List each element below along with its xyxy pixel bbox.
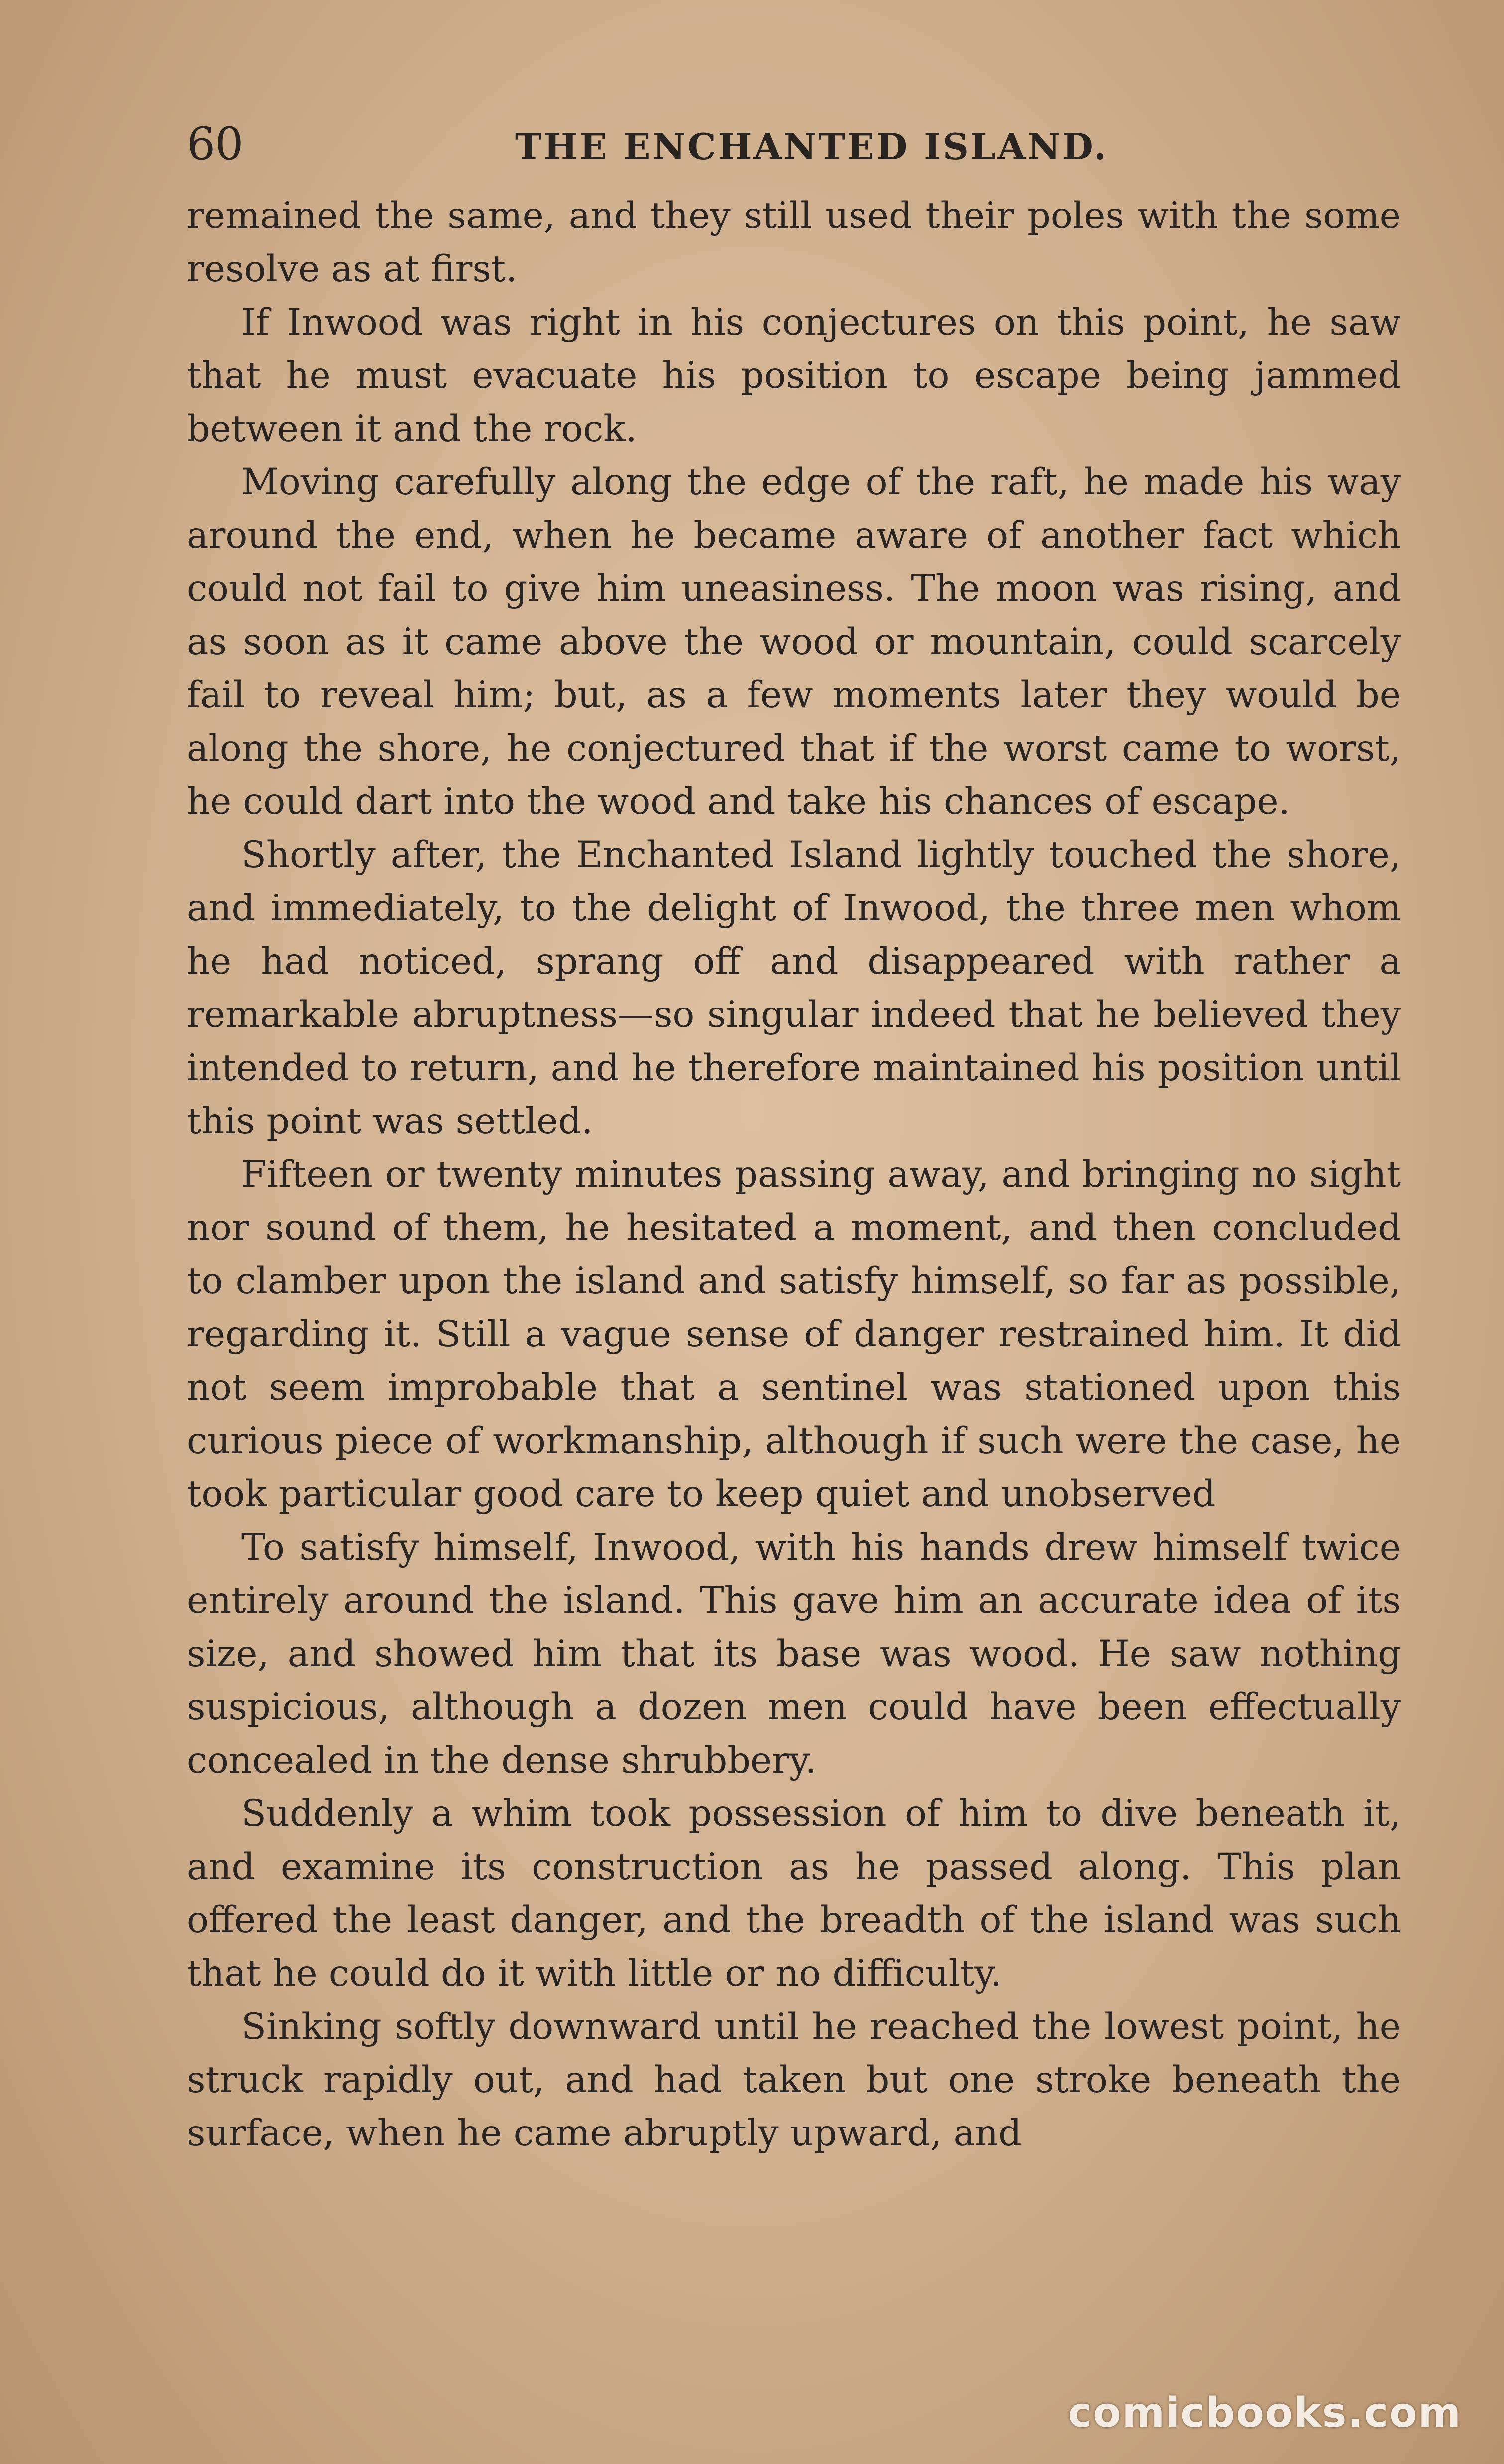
paragraph: Shortly after, the Enchanted Island lightly touched the shore, and immediately, to the delight of Inwood, the three men whom he had noticed, sprang off and disappeared with rather a remarkable abruptness—so singular indeed that he believed they intended to return, and he therefore maintained his position until this point was settled. <box>187 834 1401 1142</box>
paragraph: Fifteen or twenty minutes passing away, and bringing no sight nor sound of them, he hesitated a moment, and then concluded to clamber upon the island and satisfy himself, so far as possible, regarding it. Still a vague sense of danger restrained him. It did not seem improbable that a sentinel was stationed upon this curious piece of workmanship, although if such were the case, he took particular good care to keep quiet and unobserved <box>187 1153 1401 1515</box>
running-title: THE ENCHANTED ISLAND. <box>515 125 1109 168</box>
paragraph: If Inwood was right in his conjectures on this point, he saw that he must evacuate his position to escape being jammed between it and the rock. <box>187 301 1401 450</box>
paragraph: remained the same, and they still used their poles with the some resolve as at first. <box>187 195 1401 290</box>
page-header <box>187 114 1406 174</box>
paragraph: Moving carefully along the edge of the raft, he made his way around the end, when he became aware of another fact which could not fail to give him uneasiness. The moon was rising, and as soon as it came above the wood or mountain, could scarcely fail to reveal him; but, as a few moments later they would be along the shore, he conjectured that if the worst came to worst, he could dart into the wood and take his chances of escape. <box>187 461 1401 823</box>
body-text <box>187 189 1401 2160</box>
paragraph: Suddenly a whim took possession of him to dive beneath it, and examine its construction as he passed along. This plan offered the least danger, and the breadth of the island was such that he could do it with little or no difficulty. <box>187 1792 1401 1995</box>
watermark: comicbooks.com <box>1068 2389 1462 2437</box>
paragraph: Sinking softly downward until he reached the lowest point, he struck rapidly out, and had taken but one stroke beneath the surface, when he came abruptly upward, and <box>187 2006 1401 2154</box>
page-number: 60 <box>187 118 244 170</box>
paragraph: To satisfy himself, Inwood, with his hands drew himself twice entirely around the island. This gave him an accurate idea of its size, and showed him that its base was wood. He saw nothing suspicious, although a dozen men could have been effectually concealed in the dense shrubbery. <box>187 1526 1401 1782</box>
